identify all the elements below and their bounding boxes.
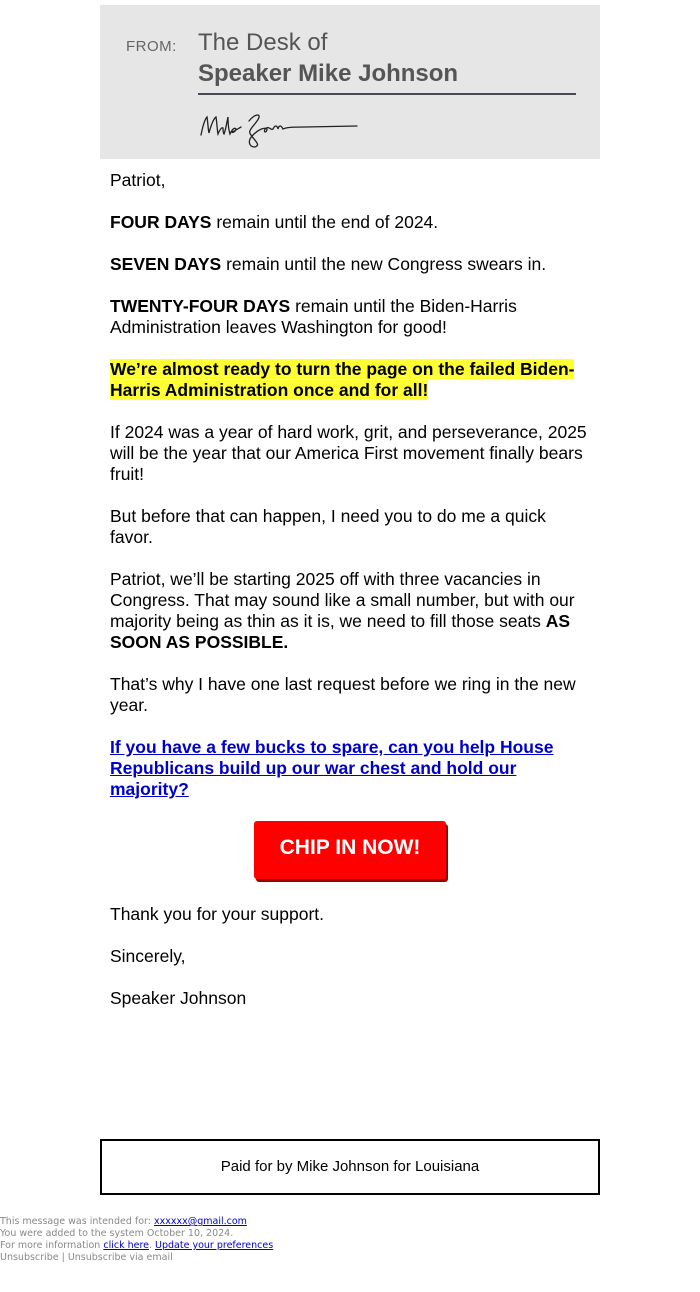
paragraph-four-days — [110, 212, 590, 233]
letterhead-divider — [198, 93, 576, 95]
paragraph-donate — [110, 737, 590, 800]
donate-link[interactable]: If you have a few bucks to spare, can you help House Republicans build up our war chest and hold our majority? — [110, 737, 554, 799]
seven-days-text: remain until the new Congress swears in. — [221, 254, 547, 274]
paragraph-twenty-four-days — [110, 296, 590, 338]
footer-more-info-line — [0, 1240, 273, 1252]
seven-days-emphasis: SEVEN DAYS — [110, 254, 222, 274]
update-preferences-link[interactable]: Update your preferences — [155, 1240, 274, 1251]
paragraph-vacancies — [110, 569, 590, 653]
asap-emphasis: AS SOON AS POSSIBLE. — [110, 611, 571, 652]
footer-intended-line — [0, 1216, 273, 1228]
footer-added-line: You were added to the system October 10, 2024. — [0, 1228, 234, 1239]
signoff-name: Speaker Johnson — [110, 988, 247, 1008]
cta-container — [110, 821, 590, 883]
paragraph-2025: If 2024 was a year of hard work, grit, and perseverance, 2025 will be the year that our America First movement finally bears fruit! — [110, 422, 587, 484]
vacancies-text: Patriot, we’ll be starting 2025 off with three vacancies in Congress. That may sound like a small number, but with our majority being as thin as it is, we need to fill those seats — [110, 569, 575, 631]
four-days-text: remain until the end of 2024. — [211, 212, 439, 232]
click-here-link[interactable]: click here — [103, 1240, 149, 1251]
letterhead-banner — [100, 5, 600, 159]
paragraph-request: That’s why I have one last request before we ring in the new year. — [110, 674, 576, 715]
intended-label: This message was intended for: — [0, 1216, 154, 1227]
paragraph-seven-days — [110, 254, 590, 275]
chip-in-now-button[interactable]: CHIP IN NOW! — [254, 821, 446, 879]
letter-body — [100, 170, 600, 1009]
from-label: FROM: — [126, 38, 177, 55]
paragraph-favor: But before that can happen, I need you to do me a quick favor. — [110, 506, 546, 547]
unsubscribe-email-link[interactable]: Unsubscribe via email — [67, 1252, 173, 1263]
email-container — [100, 5, 600, 1009]
twenty-four-days-text: remain until the Biden-Harris Administration leaves Washington for good! — [110, 296, 517, 337]
paragraph-thanks: Thank you for your support. — [110, 904, 324, 924]
email-footer — [0, 1216, 273, 1264]
more-info-label: For more information — [0, 1240, 104, 1251]
closing-salutation: Sincerely, — [110, 946, 186, 966]
desk-of-title: The Desk of — [198, 29, 328, 56]
four-days-emphasis: FOUR DAYS — [110, 212, 212, 232]
footer-pipe: | — [58, 1252, 68, 1263]
speaker-name-title: Speaker Mike Johnson — [198, 60, 459, 87]
unsubscribe-link[interactable]: Unsubscribe — [0, 1252, 59, 1263]
greeting: Patriot, — [110, 170, 166, 190]
footer-separator: . — [149, 1240, 156, 1251]
recipient-email-link[interactable]: xxxxxx@gmail.com — [154, 1216, 247, 1227]
signature-image — [195, 101, 365, 149]
highlighted-statement: We’re almost ready to turn the page on the failed Biden-Harris Administration once and for all! — [110, 359, 575, 400]
twenty-four-days-emphasis: TWENTY-FOUR DAYS — [110, 296, 291, 316]
footer-unsubscribe-line — [0, 1252, 273, 1264]
paid-for-disclaimer: Paid for by Mike Johnson for Louisiana — [100, 1139, 600, 1195]
paragraph-highlight — [110, 359, 590, 401]
